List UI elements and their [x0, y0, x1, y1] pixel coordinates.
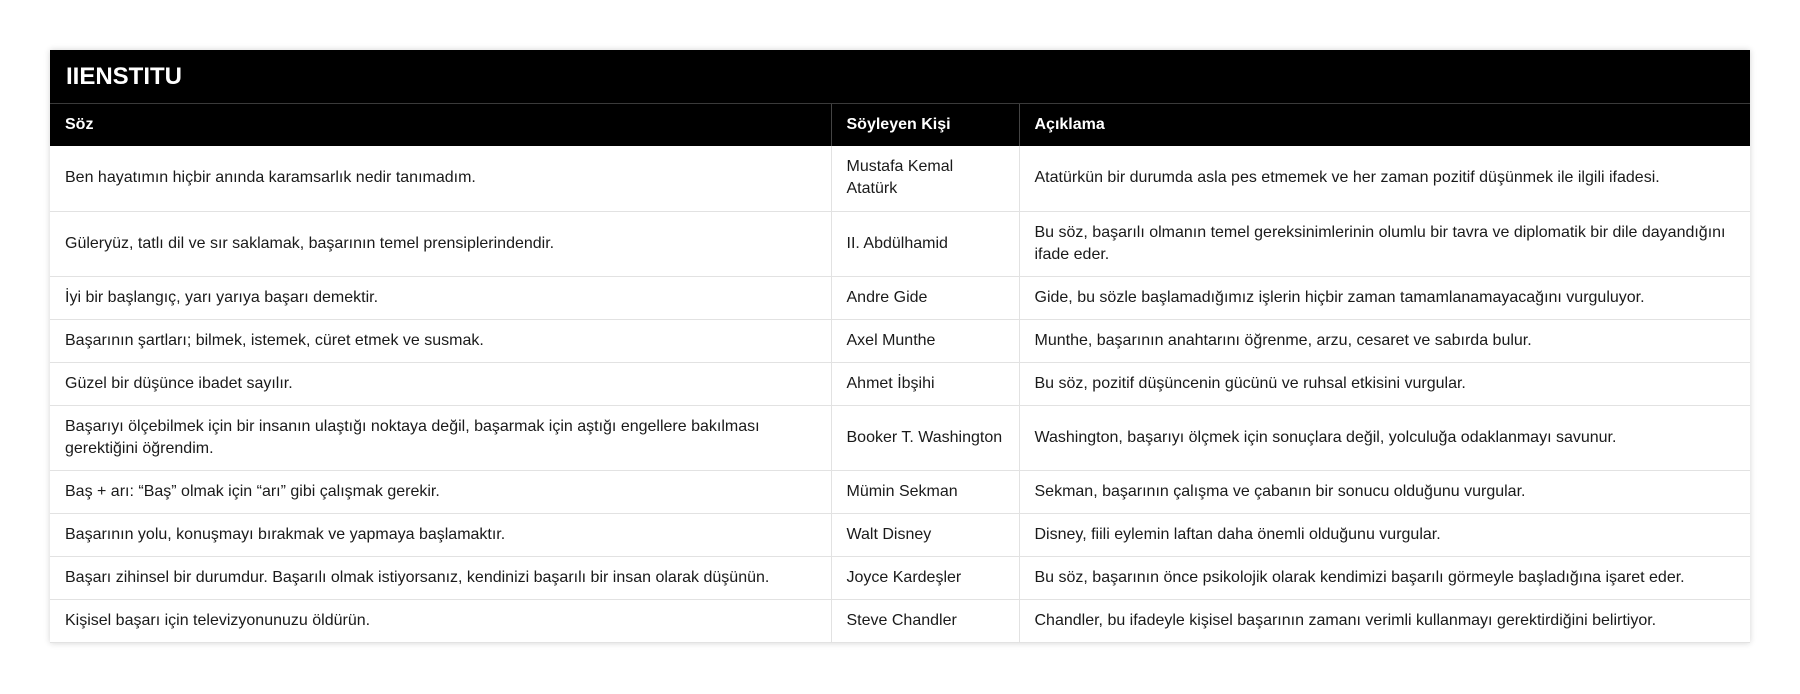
cell-aciklama: Bu söz, başarılı olmanın temel gereksinimlerinin olumlu bir tavra ve diplomatik bir dile dayandığını ifade eder.	[1019, 211, 1750, 276]
cell-kisi: Steve Chandler	[831, 599, 1019, 642]
table-title: IIENSTITU	[50, 50, 1750, 104]
cell-soz: Kişisel başarı için televizyonunuzu öldürün.	[50, 599, 831, 642]
cell-kisi: Axel Munthe	[831, 319, 1019, 362]
cell-soz: Güzel bir düşünce ibadet sayılır.	[50, 362, 831, 405]
cell-aciklama: Sekman, başarının çalışma ve çabanın bir sonucu olduğunu vurgular.	[1019, 470, 1750, 513]
cell-soz: Ben hayatımın hiçbir anında karamsarlık nedir tanımadım.	[50, 146, 831, 211]
cell-kisi: Andre Gide	[831, 276, 1019, 319]
cell-aciklama: Chandler, bu ifadeyle kişisel başarının zamanı verimli kullanmayı gerektirdiğini belirtiyor.	[1019, 599, 1750, 642]
cell-kisi: Mustafa Kemal Atatürk	[831, 146, 1019, 211]
table-row	[50, 556, 1750, 599]
table-row	[50, 146, 1750, 211]
table-row	[50, 513, 1750, 556]
cell-soz: İyi bir başlangıç, yarı yarıya başarı demektir.	[50, 276, 831, 319]
cell-soz: Güleryüz, tatlı dil ve sır saklamak, başarının temel prensiplerindendir.	[50, 211, 831, 276]
cell-aciklama: Bu söz, başarının önce psikolojik olarak kendimizi başarılı görmeyle başladığına işaret eder.	[1019, 556, 1750, 599]
cell-kisi: Walt Disney	[831, 513, 1019, 556]
table-row	[50, 470, 1750, 513]
quotes-card	[50, 50, 1750, 643]
cell-soz: Başarının yolu, konuşmayı bırakmak ve yapmaya başlamaktır.	[50, 513, 831, 556]
table-row	[50, 211, 1750, 276]
cell-aciklama: Gide, bu sözle başlamadığımız işlerin hiçbir zaman tamamlanamayacağını vurguluyor.	[1019, 276, 1750, 319]
table-row	[50, 599, 1750, 642]
cell-soz: Başarının şartları; bilmek, istemek, cüret etmek ve susmak.	[50, 319, 831, 362]
quotes-table	[50, 104, 1750, 643]
table-row	[50, 276, 1750, 319]
cell-aciklama: Disney, fiili eylemin laftan daha önemli olduğunu vurgular.	[1019, 513, 1750, 556]
cell-aciklama: Munthe, başarının anahtarını öğrenme, arzu, cesaret ve sabırda bulur.	[1019, 319, 1750, 362]
header-soz: Söz	[50, 104, 831, 146]
cell-aciklama: Atatürkün bir durumda asla pes etmemek ve her zaman pozitif düşünmek ile ilgili ifadesi.	[1019, 146, 1750, 211]
table-row	[50, 362, 1750, 405]
cell-kisi: Ahmet İbşihi	[831, 362, 1019, 405]
cell-soz: Baş + arı: “Baş” olmak için “arı” gibi çalışmak gerekir.	[50, 470, 831, 513]
header-row	[50, 104, 1750, 146]
cell-aciklama: Washington, başarıyı ölçmek için sonuçlara değil, yolculuğa odaklanmayı savunur.	[1019, 405, 1750, 470]
cell-aciklama: Bu söz, pozitif düşüncenin gücünü ve ruhsal etkisini vurgular.	[1019, 362, 1750, 405]
header-aciklama: Açıklama	[1019, 104, 1750, 146]
table-row	[50, 405, 1750, 470]
cell-kisi: Mümin Sekman	[831, 470, 1019, 513]
cell-soz: Başarı zihinsel bir durumdur. Başarılı olmak istiyorsanız, kendinizi başarılı bir insan olarak düşünün.	[50, 556, 831, 599]
table-row	[50, 319, 1750, 362]
cell-kisi: Booker T. Washington	[831, 405, 1019, 470]
cell-kisi: Joyce Kardeşler	[831, 556, 1019, 599]
cell-soz: Başarıyı ölçebilmek için bir insanın ulaştığı noktaya değil, başarmak için aştığı engellere bakılması gerektiğini öğrendim.	[50, 405, 831, 470]
header-kisi: Söyleyen Kişi	[831, 104, 1019, 146]
cell-kisi: II. Abdülhamid	[831, 211, 1019, 276]
